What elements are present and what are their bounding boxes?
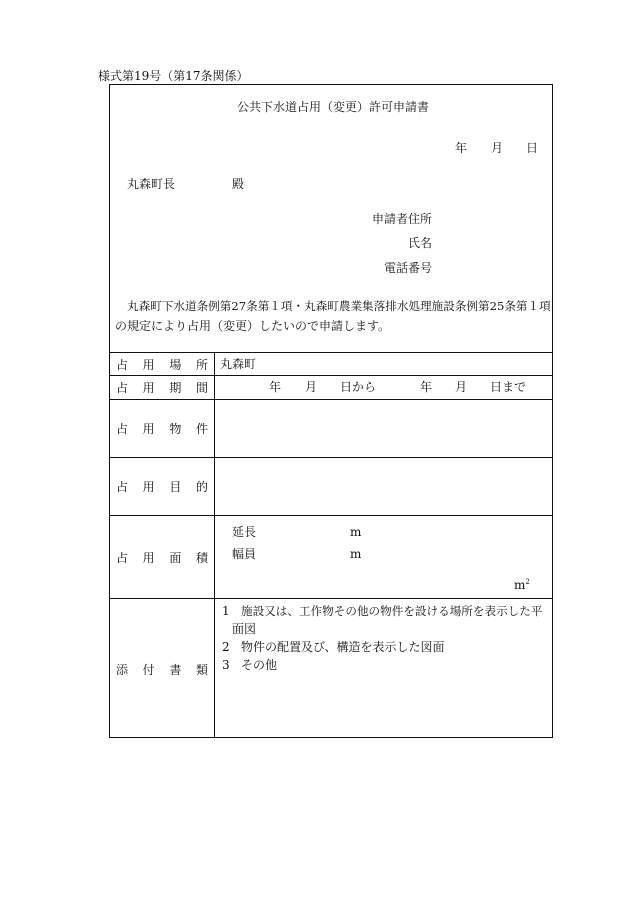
applicant-name-label: 氏名	[408, 236, 433, 250]
period-from-month: 月	[305, 380, 318, 394]
period-from-day: 日から	[340, 380, 377, 394]
attachment-item-1-text: 施設又は、工作物その他の物件を設ける場所を表示した平	[241, 604, 543, 618]
row-label-attachments: 添 付 書 類	[116, 663, 208, 677]
attachment-item-1-text-continued: 面図	[232, 622, 257, 636]
period-to-year: 年	[420, 380, 433, 394]
area-square-unit-superscript: 2	[525, 578, 530, 586]
period-to-day: 日まで	[490, 380, 527, 394]
row-label-location: 占 用 場 所	[116, 358, 208, 372]
attachment-item-1-number: 1	[222, 604, 230, 618]
row-label-period: 占 用 期 間	[116, 381, 208, 395]
statement-line-1: 丸森町下水道条例第27条第１項・丸森町農業集落排水処理施設条例第25条第１項	[127, 299, 551, 313]
row-divider	[110, 399, 552, 400]
area-length-label: 延長	[232, 525, 257, 539]
attachment-item-3-text: その他	[241, 658, 278, 672]
period-from-year: 年	[269, 380, 282, 394]
row-label-object: 占 用 物 件	[116, 422, 208, 436]
period-to-month: 月	[455, 380, 468, 394]
row-divider	[110, 375, 552, 376]
location-value: 丸森町	[220, 357, 257, 371]
row-divider	[110, 515, 552, 516]
applicant-phone-label: 電話番号	[384, 261, 433, 275]
date-month-label: 月	[491, 141, 504, 155]
form-title: 公共下水道占用（変更）許可申請書	[237, 100, 430, 114]
application-form	[109, 84, 553, 738]
row-divider	[110, 598, 552, 599]
table-top-border	[110, 352, 552, 353]
area-width-label: 幅員	[232, 547, 257, 561]
attachment-item-2-text: 物件の配置及び、構造を表示した図面	[241, 640, 445, 654]
row-label-purpose: 占 用 目 的	[116, 480, 208, 494]
addressee-name: 丸森町長	[127, 177, 176, 191]
attachment-item-3-number: 3	[222, 658, 230, 672]
date-year-label: 年	[455, 141, 468, 155]
date-day-label: 日	[526, 141, 539, 155]
attachment-item-2-number: 2	[222, 640, 230, 654]
row-divider	[110, 457, 552, 458]
label-column-divider	[214, 352, 215, 737]
area-length-unit: m	[350, 525, 362, 539]
form-number: 様式第19号（第17条関係）	[98, 69, 249, 83]
row-label-area: 占 用 面 積	[116, 551, 208, 565]
statement-line-2: の規定により占用（変更）したいので申請します。	[115, 319, 391, 333]
area-square-unit: $m^2$	[514, 578, 530, 592]
addressee-honorific: 殿	[232, 177, 245, 191]
applicant-address-label: 申請者住所	[372, 212, 433, 226]
area-width-unit: m	[350, 547, 362, 561]
